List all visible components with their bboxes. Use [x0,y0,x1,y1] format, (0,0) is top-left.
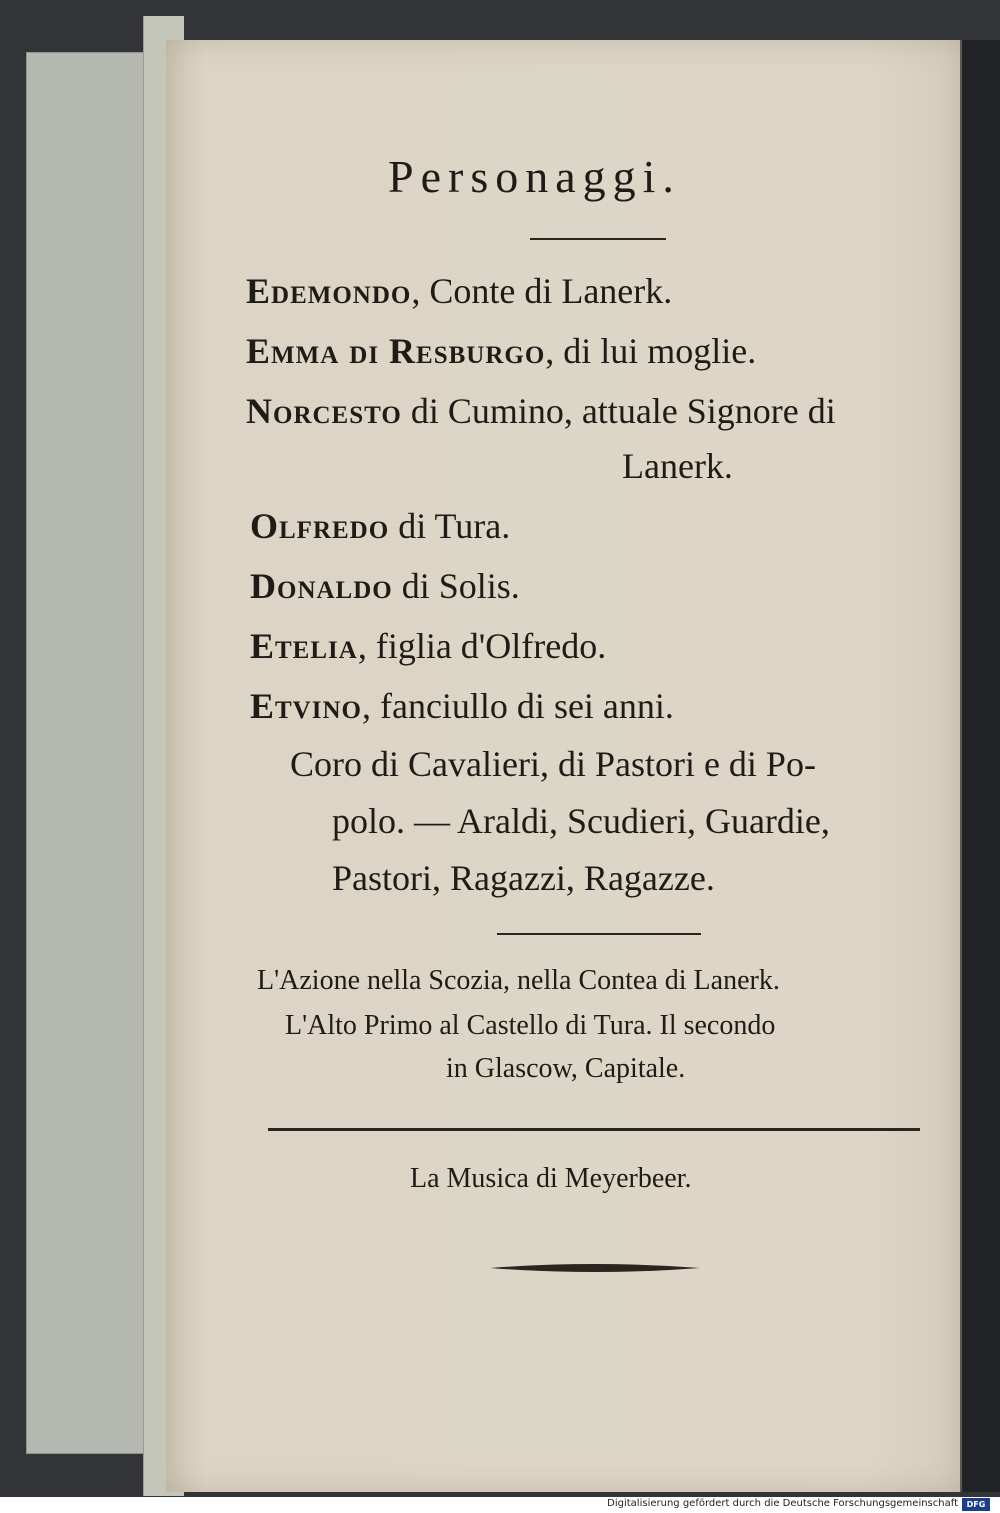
character-name: Emma di Resburgo [246,331,546,371]
dfg-logo-icon: DFG [962,1498,990,1511]
character-line [246,390,836,432]
character-desc: , di lui moglie. [545,331,757,371]
character-line [250,625,606,667]
long-divider [268,1128,920,1131]
section-divider [497,933,701,935]
character-line [250,685,674,727]
chorus-line: polo. — Araldi, Scudieri, Guardie, [332,801,830,841]
music-credit: La Musica di Meyerbeer. [410,1163,692,1194]
character-name: Olfredo [250,506,390,546]
character-desc: Lanerk. [622,446,733,486]
character-line [250,565,520,607]
character-name: Edemondo [246,271,412,311]
tail-ornament-icon [490,1262,700,1274]
setting-line: L'Alto Primo al Castello di Tura. Il secondo [285,1010,776,1041]
chorus-line: Pastori, Ragazzi, Ragazze. [332,858,715,898]
character-line [246,330,756,372]
character-name: Etvino [250,686,362,726]
character-desc: di Solis. [392,566,520,606]
character-desc: di Tura. [389,506,511,546]
character-name: Norcesto [246,391,402,431]
binding-shadow [960,40,1000,1492]
character-name: Donaldo [250,566,393,606]
setting-line: in Glascow, Capitale. [446,1053,686,1084]
chorus-line: Coro di Cavalieri, di Pastori e di Po- [290,744,816,784]
footer-credit: Digitalisierung gefördert durch die Deutsche Forschungsgemeinschaft [607,1498,958,1509]
character-desc: , fanciullo di sei anni. [361,686,674,726]
character-desc: , figlia d'Olfredo. [357,626,607,666]
character-line [622,445,733,487]
character-desc: di Cumino, attuale Signore di [401,391,836,431]
character-desc: , Conte di Lanerk. [411,271,673,311]
page-title: Personaggi. [388,151,681,202]
character-line [246,270,672,312]
setting-line: L'Azione nella Scozia, nella Contea di Lanerk. [257,965,780,996]
character-name: Etelia [250,626,358,666]
title-divider [530,238,666,240]
character-line [250,505,510,547]
